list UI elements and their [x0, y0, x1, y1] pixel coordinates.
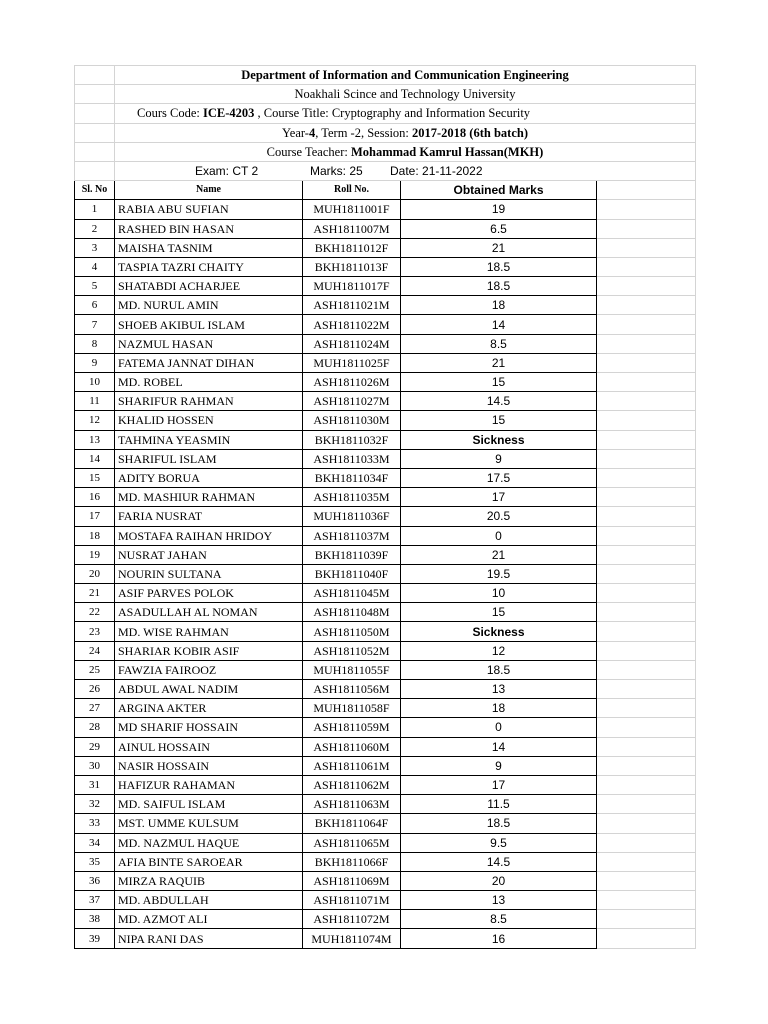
- marks-cell: 21: [401, 545, 597, 564]
- name-cell: MAISHA TASNIM: [115, 238, 303, 257]
- marks-cell: 12: [401, 641, 597, 660]
- empty-cell: [597, 833, 696, 852]
- year-label: Year-: [282, 125, 309, 140]
- roll-cell: MUH1811017F: [303, 277, 401, 296]
- table-row: [75, 238, 696, 257]
- marks-cell: Sickness: [401, 622, 597, 641]
- roll-cell: BKH1811013F: [303, 257, 401, 276]
- marks-cell: 0: [401, 526, 597, 545]
- exam-date: Date: 21-11-2022: [390, 164, 483, 179]
- name-cell: HAFIZUR RAHAMAN: [115, 775, 303, 794]
- table-row: [75, 795, 696, 814]
- table-row: [75, 833, 696, 852]
- marks-cell: 19: [401, 200, 597, 219]
- header-cell-empty: [75, 123, 115, 142]
- name-cell: MST. UMME KULSUM: [115, 814, 303, 833]
- name-cell: RABIA ABU SUFIAN: [115, 200, 303, 219]
- course-title: , Course Title: Cryptography and Information Security: [254, 106, 531, 121]
- empty-cell: [597, 315, 696, 334]
- sl-cell: 6: [75, 296, 115, 315]
- marks-cell: 15: [401, 411, 597, 430]
- marks-cell: 10: [401, 584, 597, 603]
- empty-cell: [597, 411, 696, 430]
- name-cell: ASADULLAH AL NOMAN: [115, 603, 303, 622]
- column-header-name: Name: [115, 181, 303, 200]
- roll-cell: ASH1811071M: [303, 891, 401, 910]
- header-cell-empty: [75, 85, 115, 104]
- name-cell: MD. SAIFUL ISLAM: [115, 795, 303, 814]
- empty-cell: [597, 795, 696, 814]
- name-cell: MD. NURUL AMIN: [115, 296, 303, 315]
- empty-cell: [597, 238, 696, 257]
- roll-cell: ASH1811027M: [303, 392, 401, 411]
- marks-cell: 9: [401, 449, 597, 468]
- roll-cell: ASH1811026M: [303, 373, 401, 392]
- department-title: Department of Information and Communication Engineering: [115, 66, 696, 85]
- sl-cell: 17: [75, 507, 115, 526]
- roll-cell: BKH1811012F: [303, 238, 401, 257]
- marks-cell: 16: [401, 929, 597, 948]
- roll-cell: ASH1811030M: [303, 411, 401, 430]
- header-row-exam: [75, 161, 696, 180]
- sl-cell: 32: [75, 795, 115, 814]
- table-row: [75, 641, 696, 660]
- course-line: [115, 104, 696, 123]
- header-row-teacher: [75, 142, 696, 161]
- roll-cell: BKH1811064F: [303, 814, 401, 833]
- column-header-marks: Obtained Marks: [401, 181, 597, 200]
- name-cell: MD. ROBEL: [115, 373, 303, 392]
- name-cell: TASPIA TAZRI CHAITY: [115, 257, 303, 276]
- empty-cell: [597, 718, 696, 737]
- marks-cell: 15: [401, 373, 597, 392]
- sl-cell: 31: [75, 775, 115, 794]
- empty-cell: [597, 430, 696, 449]
- roll-cell: MUH1811001F: [303, 200, 401, 219]
- table-row: [75, 584, 696, 603]
- name-cell: SHARIFUR RAHMAN: [115, 392, 303, 411]
- roll-cell: ASH1811007M: [303, 219, 401, 238]
- empty-cell: [597, 737, 696, 756]
- empty-cell: [597, 334, 696, 353]
- marks-cell: 17.5: [401, 468, 597, 487]
- empty-cell: [597, 353, 696, 372]
- sl-cell: 22: [75, 603, 115, 622]
- table-row: [75, 814, 696, 833]
- empty-cell: [597, 200, 696, 219]
- name-cell: NASIR HOSSAIN: [115, 756, 303, 775]
- header-cell-empty: [75, 66, 115, 85]
- roll-cell: ASH1811045M: [303, 584, 401, 603]
- empty-cell: [597, 449, 696, 468]
- name-cell: MOSTAFA RAIHAN HRIDOY: [115, 526, 303, 545]
- table-row: [75, 392, 696, 411]
- marks-cell: 9.5: [401, 833, 597, 852]
- empty-cell: [597, 929, 696, 948]
- table-row: [75, 430, 696, 449]
- table-row: [75, 219, 696, 238]
- header-row-department: [75, 66, 696, 85]
- exam-marks: Marks: 25: [310, 164, 363, 179]
- roll-cell: ASH1811052M: [303, 641, 401, 660]
- table-row: [75, 373, 696, 392]
- marks-cell: 14: [401, 315, 597, 334]
- sl-cell: 10: [75, 373, 115, 392]
- table-row: [75, 507, 696, 526]
- sl-cell: 7: [75, 315, 115, 334]
- marks-cell: 20: [401, 871, 597, 890]
- table-row: [75, 545, 696, 564]
- name-cell: ARGINA AKTER: [115, 699, 303, 718]
- roll-cell: ASH1811050M: [303, 622, 401, 641]
- empty-cell: [597, 852, 696, 871]
- name-cell: TAHMINA YEASMIN: [115, 430, 303, 449]
- column-header-roll: Roll No.: [303, 181, 401, 200]
- session-value: 2017-2018 (6th batch): [412, 125, 528, 140]
- empty-cell: [597, 257, 696, 276]
- table-row: [75, 200, 696, 219]
- sl-cell: 18: [75, 526, 115, 545]
- name-cell: MD. WISE RAHMAN: [115, 622, 303, 641]
- empty-cell: [597, 775, 696, 794]
- table-row: [75, 775, 696, 794]
- marks-cell: 6.5: [401, 219, 597, 238]
- name-cell: SHOEB AKIBUL ISLAM: [115, 315, 303, 334]
- sl-cell: 11: [75, 392, 115, 411]
- sl-cell: 1: [75, 200, 115, 219]
- name-cell: NUSRAT JAHAN: [115, 545, 303, 564]
- empty-cell: [597, 507, 696, 526]
- empty-cell: [597, 891, 696, 910]
- sl-cell: 28: [75, 718, 115, 737]
- sl-cell: 21: [75, 584, 115, 603]
- sl-cell: 38: [75, 910, 115, 929]
- roll-cell: MUH1811055F: [303, 660, 401, 679]
- exam-line: [115, 161, 696, 180]
- marks-sheet: [74, 65, 696, 949]
- table-row: [75, 756, 696, 775]
- marks-cell: 11.5: [401, 795, 597, 814]
- roll-cell: ASH1811060M: [303, 737, 401, 756]
- marks-cell: 18.5: [401, 277, 597, 296]
- marks-cell: 18: [401, 296, 597, 315]
- roll-cell: BKH1811039F: [303, 545, 401, 564]
- empty-cell: [597, 468, 696, 487]
- sl-cell: 34: [75, 833, 115, 852]
- name-cell: MIRZA RAQUIB: [115, 871, 303, 890]
- year-line: [115, 123, 696, 142]
- empty-cell: [597, 699, 696, 718]
- name-cell: MD. ABDULLAH: [115, 891, 303, 910]
- sl-cell: 9: [75, 353, 115, 372]
- column-header-empty: [597, 181, 696, 200]
- empty-cell: [597, 488, 696, 507]
- roll-cell: ASH1811037M: [303, 526, 401, 545]
- table-row: [75, 910, 696, 929]
- table-row: [75, 449, 696, 468]
- name-cell: NAZMUL HASAN: [115, 334, 303, 353]
- sl-cell: 4: [75, 257, 115, 276]
- name-cell: RASHED BIN HASAN: [115, 219, 303, 238]
- empty-cell: [597, 526, 696, 545]
- sl-cell: 15: [75, 468, 115, 487]
- table-row: [75, 680, 696, 699]
- empty-cell: [597, 373, 696, 392]
- course-code: ICE-4203: [202, 106, 255, 121]
- sl-cell: 33: [75, 814, 115, 833]
- roll-cell: ASH1811072M: [303, 910, 401, 929]
- name-cell: NOURIN SULTANA: [115, 564, 303, 583]
- name-cell: SHATABDI ACHARJEE: [115, 277, 303, 296]
- sl-cell: 35: [75, 852, 115, 871]
- empty-cell: [597, 277, 696, 296]
- marks-cell: 19.5: [401, 564, 597, 583]
- sl-cell: 14: [75, 449, 115, 468]
- roll-cell: ASH1811056M: [303, 680, 401, 699]
- table-row: [75, 277, 696, 296]
- column-header-row: [75, 181, 696, 200]
- header-row-university: [75, 85, 696, 104]
- year-value: 4: [308, 125, 316, 140]
- empty-cell: [597, 219, 696, 238]
- roll-cell: ASH1811065M: [303, 833, 401, 852]
- table-row: [75, 564, 696, 583]
- table-row: [75, 315, 696, 334]
- marks-cell: Sickness: [401, 430, 597, 449]
- sl-cell: 20: [75, 564, 115, 583]
- name-cell: NIPA RANI DAS: [115, 929, 303, 948]
- sl-cell: 26: [75, 680, 115, 699]
- table-row: [75, 526, 696, 545]
- marks-cell: 15: [401, 603, 597, 622]
- roll-cell: MUH1811025F: [303, 353, 401, 372]
- name-cell: AINUL HOSSAIN: [115, 737, 303, 756]
- roll-cell: ASH1811033M: [303, 449, 401, 468]
- marks-cell: 18.5: [401, 660, 597, 679]
- name-cell: MD. AZMOT ALI: [115, 910, 303, 929]
- empty-cell: [597, 296, 696, 315]
- marks-cell: 17: [401, 488, 597, 507]
- empty-cell: [597, 622, 696, 641]
- marks-cell: 21: [401, 353, 597, 372]
- marks-cell: 14: [401, 737, 597, 756]
- table-row: [75, 353, 696, 372]
- name-cell: FARIA NUSRAT: [115, 507, 303, 526]
- exam-name: Exam: CT 2: [195, 164, 259, 179]
- term-session-label: , Term -2, Session:: [315, 125, 413, 140]
- marks-cell: 21: [401, 238, 597, 257]
- sl-cell: 23: [75, 622, 115, 641]
- name-cell: SHARIAR KOBIR ASIF: [115, 641, 303, 660]
- roll-cell: BKH1811066F: [303, 852, 401, 871]
- roll-cell: ASH1811059M: [303, 718, 401, 737]
- table-row: [75, 411, 696, 430]
- name-cell: MD SHARIF HOSSAIN: [115, 718, 303, 737]
- column-header-sl: Sl. No: [75, 181, 115, 200]
- roll-cell: ASH1811063M: [303, 795, 401, 814]
- roll-cell: ASH1811022M: [303, 315, 401, 334]
- table-row: [75, 603, 696, 622]
- sl-cell: 27: [75, 699, 115, 718]
- roll-cell: ASH1811024M: [303, 334, 401, 353]
- marks-cell: 14.5: [401, 852, 597, 871]
- table-row: [75, 699, 696, 718]
- sl-cell: 5: [75, 277, 115, 296]
- teacher-label: Course Teacher:: [266, 144, 351, 159]
- empty-cell: [597, 756, 696, 775]
- header-row-year: [75, 123, 696, 142]
- empty-cell: [597, 814, 696, 833]
- empty-cell: [597, 584, 696, 603]
- sl-cell: 39: [75, 929, 115, 948]
- name-cell: FATEMA JANNAT DIHAN: [115, 353, 303, 372]
- header-cell-empty: [75, 104, 115, 123]
- roll-cell: ASH1811062M: [303, 775, 401, 794]
- roll-cell: MUH1811036F: [303, 507, 401, 526]
- sl-cell: 36: [75, 871, 115, 890]
- name-cell: KHALID HOSSEN: [115, 411, 303, 430]
- empty-cell: [597, 392, 696, 411]
- table-row: [75, 852, 696, 871]
- sl-cell: 13: [75, 430, 115, 449]
- sl-cell: 25: [75, 660, 115, 679]
- roll-cell: MUH1811074M: [303, 929, 401, 948]
- roll-cell: ASH1811069M: [303, 871, 401, 890]
- empty-cell: [597, 564, 696, 583]
- name-cell: ABDUL AWAL NADIM: [115, 680, 303, 699]
- sl-cell: 30: [75, 756, 115, 775]
- name-cell: ADITY BORUA: [115, 468, 303, 487]
- marks-cell: 8.5: [401, 334, 597, 353]
- table-row: [75, 660, 696, 679]
- course-code-label: Cours Code:: [137, 106, 203, 121]
- empty-cell: [597, 680, 696, 699]
- header-row-course: [75, 104, 696, 123]
- roll-cell: ASH1811035M: [303, 488, 401, 507]
- table-row: [75, 334, 696, 353]
- name-cell: SHARIFUL ISLAM: [115, 449, 303, 468]
- sl-cell: 16: [75, 488, 115, 507]
- teacher-name: Mohammad Kamrul Hassan(MKH): [350, 144, 544, 159]
- marks-cell: 13: [401, 891, 597, 910]
- name-cell: FAWZIA FAIROOZ: [115, 660, 303, 679]
- empty-cell: [597, 545, 696, 564]
- name-cell: AFIA BINTE SAROEAR: [115, 852, 303, 871]
- marks-cell: 8.5: [401, 910, 597, 929]
- name-cell: ASIF PARVES POLOK: [115, 584, 303, 603]
- table-row: [75, 929, 696, 948]
- marks-cell: 9: [401, 756, 597, 775]
- roll-cell: BKH1811040F: [303, 564, 401, 583]
- university-name: Noakhali Scince and Technology University: [115, 85, 696, 104]
- marks-cell: 17: [401, 775, 597, 794]
- table-row: [75, 296, 696, 315]
- name-cell: MD. MASHIUR RAHMAN: [115, 488, 303, 507]
- sl-cell: 24: [75, 641, 115, 660]
- marks-cell: 20.5: [401, 507, 597, 526]
- roll-cell: BKH1811032F: [303, 430, 401, 449]
- roll-cell: MUH1811058F: [303, 699, 401, 718]
- sl-cell: 8: [75, 334, 115, 353]
- marks-cell: 18: [401, 699, 597, 718]
- empty-cell: [597, 871, 696, 890]
- table-row: [75, 257, 696, 276]
- empty-cell: [597, 660, 696, 679]
- empty-cell: [597, 641, 696, 660]
- sl-cell: 19: [75, 545, 115, 564]
- table-row: [75, 468, 696, 487]
- table-row: [75, 737, 696, 756]
- header-cell-empty: [75, 142, 115, 161]
- empty-cell: [597, 910, 696, 929]
- table-row: [75, 622, 696, 641]
- sl-cell: 29: [75, 737, 115, 756]
- sl-cell: 2: [75, 219, 115, 238]
- roll-cell: ASH1811048M: [303, 603, 401, 622]
- table-row: [75, 718, 696, 737]
- roll-cell: ASH1811061M: [303, 756, 401, 775]
- teacher-line: [115, 142, 696, 161]
- empty-cell: [597, 603, 696, 622]
- marks-cell: 18.5: [401, 257, 597, 276]
- roll-cell: BKH1811034F: [303, 468, 401, 487]
- table-row: [75, 488, 696, 507]
- header-cell-empty: [75, 161, 115, 180]
- sl-cell: 37: [75, 891, 115, 910]
- roll-cell: ASH1811021M: [303, 296, 401, 315]
- sl-cell: 3: [75, 238, 115, 257]
- table-row: [75, 871, 696, 890]
- marks-cell: 18.5: [401, 814, 597, 833]
- marks-cell: 0: [401, 718, 597, 737]
- sl-cell: 12: [75, 411, 115, 430]
- name-cell: MD. NAZMUL HAQUE: [115, 833, 303, 852]
- table-row: [75, 891, 696, 910]
- marks-cell: 13: [401, 680, 597, 699]
- marks-cell: 14.5: [401, 392, 597, 411]
